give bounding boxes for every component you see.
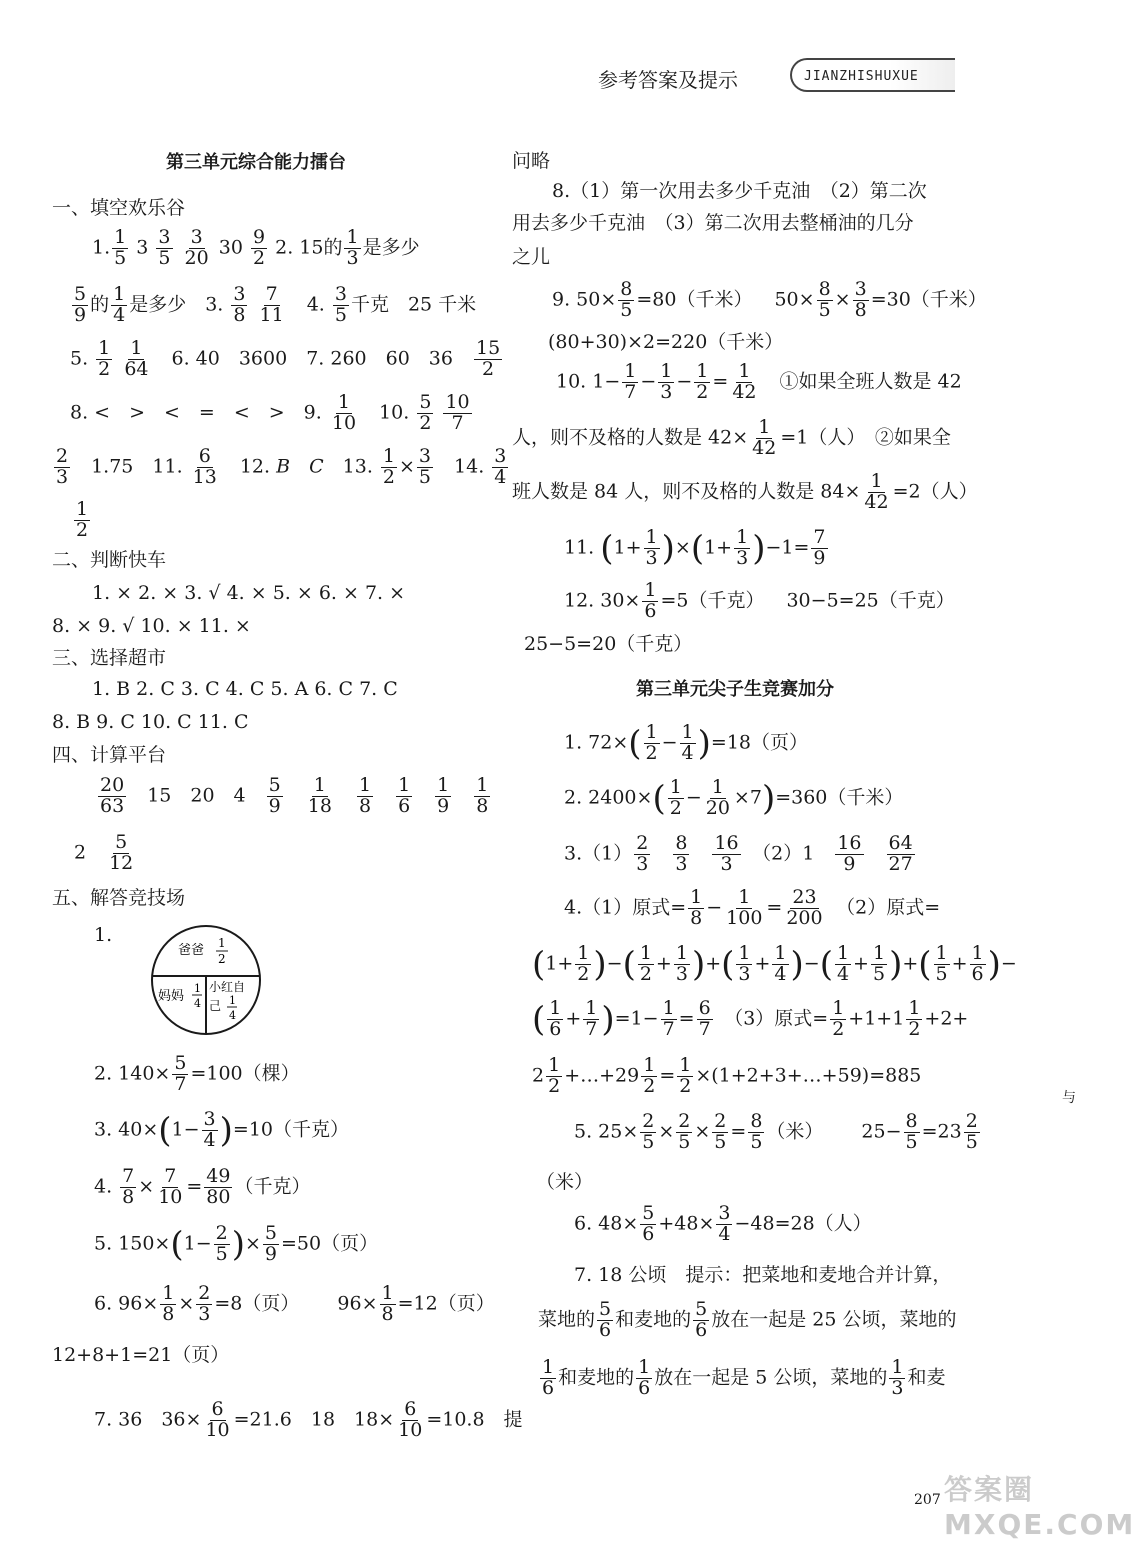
answer-line: (80+30)×2=220（千米） [548, 331, 784, 353]
answer-line: 班人数是 84 人，则不及格的人数是 84× $\frac{1}{42}$ =2（人） [512, 470, 978, 513]
watermark [944, 1468, 1135, 1541]
answer-line: 25−5=20（千克） [524, 633, 693, 655]
answer-line: 3.（1） $\frac{2}{3}$ $\frac{8}{3}$ $\frac{16}{3}$ （2）1 $\frac{16}{9}$ $\frac{64}{27}$ [564, 832, 913, 875]
heading-choice: 三、选择超市 [52, 647, 167, 669]
answer-line: 8. < > < = < > 9. $\frac{1}{10}$ 10. $\frac{5}{2}$ $\frac{10}{7}$ [70, 391, 470, 434]
answer-line: (1+ $\frac{1}{2}$ )−( $\frac{1}{2}$ + $\frac{1}{3}$ )+( $\frac{1}{3}$ + $\frac{1}{4}$ )−( $\frac{1}{4}$ + $\frac{1}{5}$ )+( $\frac{1}{5}$ + $\frac{1}{6}$ )− [532, 942, 1017, 985]
heading-solve: 五、解答竞技场 [52, 887, 186, 909]
header-title: 参考答案及提示 [598, 68, 738, 92]
answer-line: 2 $\frac{5}{12}$ [74, 831, 134, 874]
answer-line: 人，则不及格的人数是 42× $\frac{1}{42}$ =1（人） ②如果全 [512, 416, 951, 459]
answer-line: $\frac{5}{9}$ 的 $\frac{1}{4}$ 是多少 3. $\frac{3}{8}$ $\frac{7}{11}$ 4. $\frac{3}{5}$ 千克 25 千米 [74, 283, 477, 326]
answer-line: 9. 50× $\frac{8}{5}$ =80（千米） 50× $\frac{8}{5}$ × $\frac{3}{8}$ =30（千米） [552, 278, 987, 321]
answer-line: 问略 [512, 150, 551, 172]
answer-line: 3. 40×(1− $\frac{3}{4}$ )=10（千克） [94, 1108, 350, 1151]
answer-line: 1. × 2. × 3. √ 4. × 5. × 6. × 7. × [92, 582, 406, 604]
answer-line: 4. $\frac{7}{8}$ × $\frac{7}{10}$ = $\frac{49}{80}$ （千克） [94, 1165, 311, 1208]
answer-line: 1. B 2. C 3. C 4. C 5. A 6. C 7. C [92, 678, 398, 700]
pie-label-dad: 爸爸 [178, 943, 205, 958]
heading-compute: 四、计算平台 [52, 744, 167, 766]
answer-line: 7. 18 公顷 提示：把菜地和麦地合并计算， [574, 1264, 952, 1286]
answer-line: 用去多少千克油 （3）第二次用去整桶油的几分 [512, 212, 914, 234]
svg-text:4: 4 [194, 997, 201, 1010]
pie-label-me1: 小红自 [209, 980, 246, 994]
margin-char: 与 [1062, 1090, 1076, 1106]
section-title-contest: 第三单元尖子生竞赛加分 [636, 679, 834, 700]
answer-line: 2. 140× $\frac{5}{7}$ =100（棵） [94, 1052, 300, 1095]
answer-line: 1. 72×( $\frac{1}{2}$ − $\frac{1}{4}$ )=18（页） [564, 721, 809, 764]
answer-line: （米） [536, 1171, 594, 1193]
header-logo: JIANZHISHUXUE [790, 58, 955, 92]
answer-line: 12+8+1=21（页） [52, 1344, 230, 1366]
svg-text:1: 1 [218, 936, 226, 950]
answer-line: 菜地的 $\frac{5}{6}$ 和麦地的 $\frac{5}{6}$ 放在一起是 25 公顷，菜地的 [538, 1298, 957, 1341]
answer-line: 11. (1+ $\frac{1}{3}$ )×(1+ $\frac{1}{3}$ )−1= $\frac{7}{9}$ [564, 526, 826, 569]
answer-line: ( $\frac{1}{6}$ + $\frac{1}{7}$ )=1− $\frac{1}{7}$ = $\frac{6}{7}$ （3）原式= $\frac{1}{2}$ +1+1 $\frac{1}{2}$ +2+ [532, 997, 969, 1040]
pie-label-me2: 己 [209, 999, 222, 1013]
answer-line: 5. 25× $\frac{2}{5}$ × $\frac{2}{5}$ × $\frac{2}{5}$ = $\frac{8}{5}$ （米） 25− $\frac{8}{5}$ =23 $\frac{2}{5}$ [574, 1110, 978, 1153]
answer-line: 6. 96× $\frac{1}{8}$ × $\frac{2}{3}$ =8（页） 96× $\frac{1}{8}$ =12（页） [94, 1282, 495, 1325]
watermark-text: 答案圈 MXQE.COM [944, 1473, 1135, 1541]
answer-line: 6. 48× $\frac{5}{6}$ +48× $\frac{3}{4}$ −48=28（人） [574, 1202, 872, 1245]
answer-line: 7. 36 36× $\frac{6}{10}$ =21.6 18 18× $\frac{6}{10}$ =10.8 提 [94, 1398, 523, 1441]
section-title-ability: 第三单元综合能力擂台 [166, 152, 346, 173]
page-number: 207 [914, 1492, 941, 1508]
answer-line: 10. 1− $\frac{1}{7}$ − $\frac{1}{3}$ − $\frac{1}{2}$ = $\frac{1}{42}$ ①如果全班人数是 42 [556, 360, 962, 403]
answer-line: $\frac{1}{6}$ 和麦地的 $\frac{1}{6}$ 放在一起是 5 公顷，菜地的 $\frac{1}{3}$ 和麦 [542, 1356, 946, 1399]
pie-svg [150, 924, 262, 1036]
answer-line: $\frac{2}{3}$ 1.75 11. $\frac{6}{13}$ 12. B C 13. $\frac{1}{2}$ × $\frac{3}{5}$ 14. $\frac{3}{4}$ [56, 445, 507, 488]
answer-line: 5. 150×(1− $\frac{2}{5}$ )× $\frac{5}{9}$ =50（页） [94, 1222, 379, 1265]
svg-text:1: 1 [194, 982, 201, 995]
answer-line: 8.（1）第一次用去多少千克油 （2）第二次 [552, 180, 927, 202]
answer-line: $\frac{1}{2}$ [76, 498, 89, 541]
answer-line: 1. $\frac{1}{5}$ 3 $\frac{3}{5}$ $\frac{3}{20}$ 30 $\frac{9}{2}$ 2. 15的 $\frac{1}{3}$ 是多少 [92, 226, 420, 269]
pie-diagram [150, 924, 262, 1036]
answer-line: 之儿 [512, 246, 551, 268]
svg-text:1: 1 [229, 994, 236, 1007]
answer-line: $\frac{20}{63}$ 15 20 4 $\frac{5}{9}$ $\frac{1}{18}$ $\frac{1}{8}$ $\frac{1}{6}$ $\frac{1}{9}$ $\frac{1}{8}$ [100, 774, 489, 817]
heading-judge: 二、判断快车 [52, 549, 167, 571]
answer-line: 1. [94, 924, 113, 946]
answer-line: 2 $\frac{1}{2}$ +…+29 $\frac{1}{2}$ = $\frac{1}{2}$ ×(1+2+3+…+59)=885 [532, 1054, 922, 1097]
heading-fill-blank: 一、填空欢乐谷 [52, 197, 186, 219]
svg-text:2: 2 [218, 952, 226, 966]
svg-text:4: 4 [229, 1009, 236, 1022]
answer-line: 2. 2400×( $\frac{1}{2}$ − $\frac{1}{20}$ ×7)=360（千米） [564, 776, 904, 819]
answer-line: 8. × 9. √ 10. × 11. × [52, 615, 251, 637]
answer-line: 4.（1）原式= $\frac{1}{8}$ − $\frac{1}{100}$ = $\frac{23}{200}$ （2）原式= [564, 886, 941, 929]
answer-line: 12. 30× $\frac{1}{6}$ =5（千克） 30−5=25（千克） [564, 579, 955, 622]
answer-line: 8. B 9. C 10. C 11. C [52, 711, 249, 733]
answer-line: 5. $\frac{1}{2}$ $\frac{1}{64}$ 6. 40 3600 7. 260 60 36 $\frac{15}{2}$ [70, 337, 501, 380]
pie-label-mom: 妈妈 [158, 989, 185, 1004]
